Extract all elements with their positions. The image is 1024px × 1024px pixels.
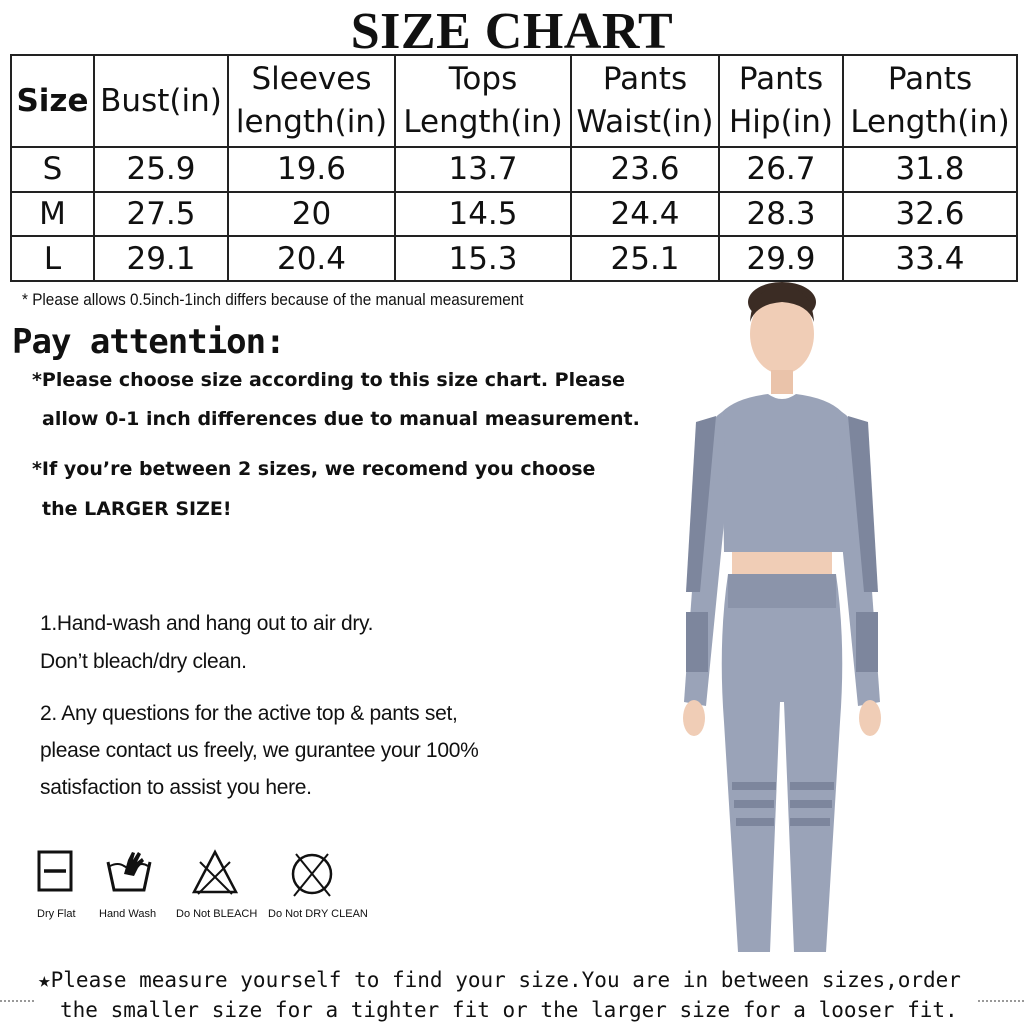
pay-attention-line: *If you’re between 2 sizes, we recomend you choose [32,458,596,480]
divider [978,1000,1024,1002]
table-cell: 27.5 [94,192,228,237]
size-chart-title: SIZE CHART [350,3,674,60]
do-not-dry-clean-icon [288,848,338,898]
table-cell: 19.6 [228,147,395,192]
header-pants-length: Pants Length(in) [843,55,1017,147]
table-cell: 29.1 [94,236,228,281]
table-cell: 24.4 [571,192,719,237]
icon-label: Dry Flat [37,908,76,920]
pay-attention-line: allow 0-1 inch differences due to manual measurement. [42,408,640,430]
table-cell: 25.1 [571,236,719,281]
bottom-note-line: the smaller size for a tighter fit or the larger size for a looser fit. [60,998,958,1022]
bottom-note-line: ★Please measure yourself to find your size.You are in between sizes,order [38,968,961,992]
size-table [10,54,1018,282]
table-cell: 28.3 [719,192,843,237]
pay-attention-line: *Please choose size according to this size chart. Please [32,369,626,391]
table-cell: 13.7 [395,147,571,192]
table-cell: 23.6 [571,147,719,192]
table-row [11,236,1017,281]
table-cell: 26.7 [719,147,843,192]
pay-attention-line: the LARGER SIZE! [42,498,232,520]
model-photo [676,282,888,958]
header-pants-hip: Pants Hip(in) [719,55,843,147]
care-instruction: satisfaction to assist you here. [40,776,312,799]
table-cell: 31.8 [843,147,1017,192]
dry-flat-icon [36,848,76,894]
table-cell: 14.5 [395,192,571,237]
header-bust: Bust(in) [94,55,228,147]
table-cell: S [11,147,94,192]
do-not-bleach-icon [190,848,240,896]
table-cell: 15.3 [395,236,571,281]
header-pants-waist: Pants Waist(in) [571,55,719,147]
care-instruction: Don’t bleach/dry clean. [40,650,247,673]
table-cell: 29.9 [719,236,843,281]
divider [0,1000,34,1002]
table-cell: 20 [228,192,395,237]
icon-label: Do Not BLEACH [176,908,258,920]
table-cell: 25.9 [94,147,228,192]
pay-attention-title: Pay attention: [12,322,285,362]
header-size: Size [11,55,94,147]
table-cell: 20.4 [228,236,395,281]
care-instruction: please contact us freely, we gurantee your 100% [40,739,479,762]
table-cell: L [11,236,94,281]
table-header-row [11,55,1017,147]
care-instruction: 2. Any questions for the active top & pants set, [40,702,458,725]
header-tops-length: Tops Length(in) [395,55,571,147]
care-instruction: 1.Hand-wash and hang out to air dry. [40,612,374,635]
icon-label: Do Not DRY CLEAN [268,908,368,920]
icon-label: Hand Wash [99,908,157,920]
hand-wash-icon [104,848,154,894]
table-cell: 33.4 [843,236,1017,281]
header-sleeves-length: Sleeves length(in) [228,55,395,147]
table-row [11,192,1017,237]
measurement-note: * Please allows 0.5inch-1inch differs because of the manual measurement [22,290,524,309]
table-row [11,147,1017,192]
table-cell: 32.6 [843,192,1017,237]
table-cell: M [11,192,94,237]
